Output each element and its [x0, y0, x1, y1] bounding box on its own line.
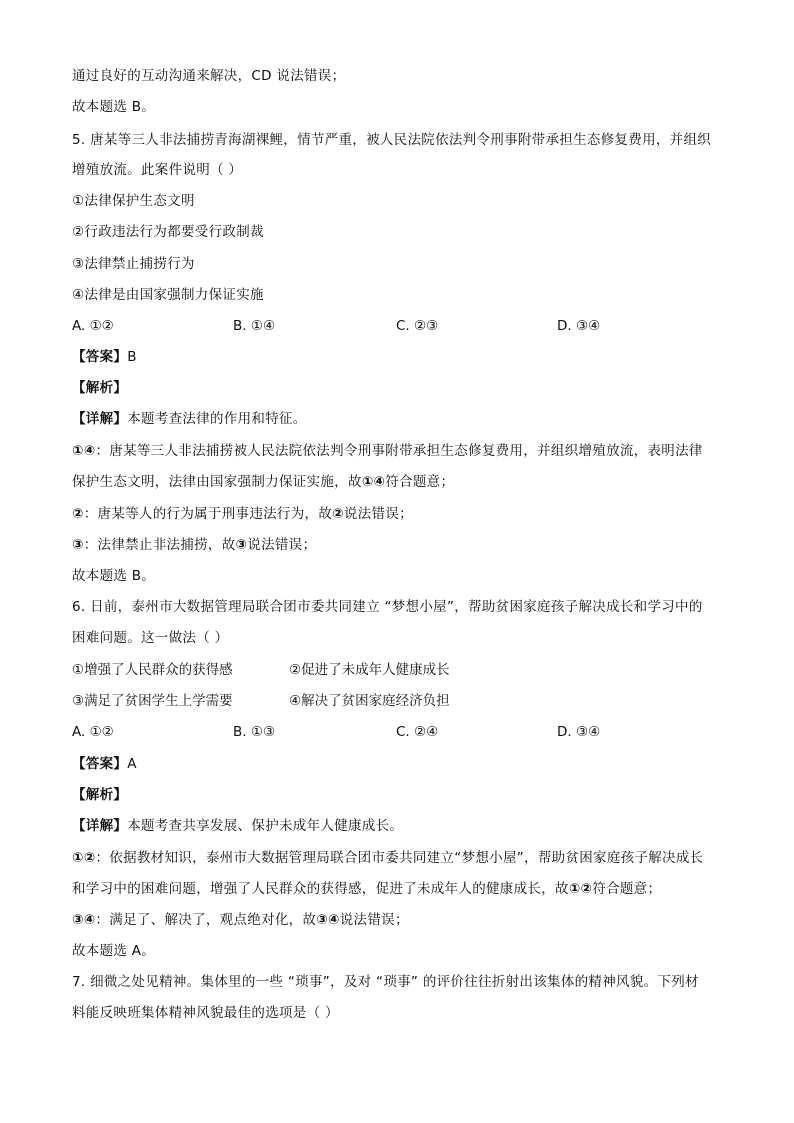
q6-answer — [72, 754, 137, 774]
q5-explain-2 — [72, 504, 413, 524]
q5-item-4: ④法律是由国家强制力保证实施 — [72, 287, 264, 303]
q5-explain-3-key: ③ — [72, 537, 84, 553]
q5-explain-3 — [72, 535, 316, 555]
q6-conclusion: 故本题选 A。 — [72, 943, 156, 959]
q5-option-d: D. ③④ — [557, 318, 601, 334]
q6-explain-2-key2: ③④ — [316, 912, 340, 928]
q5-conclusion: 故本题选 B。 — [72, 568, 156, 584]
q6-explain-1-text: ：依据教材知识，泰州市大数据管理局联合团市委共同建立“梦想小屋”，帮助贫困家庭孩子解决成长 — [95, 850, 704, 866]
q6-explain-2-text: ：满足了、解决了，观点绝对化，故 — [95, 912, 317, 928]
q5-explain-1-line2-end: 符合题意； — [385, 474, 455, 490]
q5-option-b: B. ①④ — [233, 318, 276, 334]
q6-explain-1-line2-end: 符合题意； — [592, 881, 662, 897]
q5-stem-line1: 5. 唐某等三人非法捕捞青海湖裸鲤，情节严重，被人民法院依法判令刑事附带承担生态修复费用，并组织 — [72, 132, 712, 148]
q6-explain-2-key: ③④ — [72, 912, 96, 928]
q5-explain-2-key2: ② — [332, 506, 344, 522]
q5-explain-3-key2: ③ — [235, 537, 248, 553]
q6-detail-text: 本题考查共享发展、保护未成年人健康成长。 — [127, 818, 404, 834]
q6-item-4: ④解决了贫困家庭经济负担 — [289, 693, 450, 709]
q5-item-3: ③法律禁止捕捞行为 — [72, 256, 195, 272]
q6-item-1: ①增强了人民群众的获得感 — [72, 662, 233, 678]
q6-explain-2-end: 说法错误； — [339, 912, 409, 928]
q5-explain-3-text: ：法律禁止非法捕捞，故 — [83, 537, 236, 553]
q5-explain-3-end: 说法错误； — [247, 537, 317, 553]
q6-analysis-label: 【解析】 — [72, 787, 128, 803]
q5-explain-1-line2 — [72, 472, 454, 492]
q5-option-a: A. ①② — [72, 318, 114, 334]
q5-item-2: ②行政违法行为都要受行政制裁 — [72, 224, 264, 240]
q6-detail-label: 【详解】 — [72, 818, 128, 834]
q5-explain-2-key: ② — [72, 506, 84, 522]
q5-answer-value: B — [127, 349, 137, 365]
q6-detail — [72, 816, 403, 836]
q5-answer — [72, 347, 137, 367]
q6-explain-1-line1 — [72, 848, 703, 868]
q6-stem-line1: 6. 日前，泰州市大数据管理局联合团市委共同建立 “梦想小屋”，帮助贫困家庭孩子解决成长和学习中的 — [72, 599, 703, 615]
q5-explain-1-line2-key: ①④ — [361, 474, 386, 490]
q6-explain-1-line2-key: ①② — [568, 881, 593, 897]
q6-explain-1-line2 — [72, 879, 661, 899]
q6-explain-1-key: ①② — [72, 850, 96, 866]
q5-analysis-label: 【解析】 — [72, 380, 128, 396]
q6-explain-1-line2-text: 和学习中的困难问题，增强了人民群众的获得感，促进了未成年人的健康成长，故 — [72, 881, 569, 897]
q5-option-c: C. ②③ — [396, 318, 439, 334]
q5-explain-1-text: ：唐某等三人非法捕捞被人民法院依法判令刑事附带承担生态修复费用，并组织增殖放流，表明法律 — [95, 443, 703, 459]
q5-detail-text: 本题考查法律的作用和特征。 — [127, 411, 307, 427]
q6-option-a: A. ①② — [72, 724, 114, 740]
q5-explain-2-text: ：唐某等人的行为属于刑事违法行为，故 — [83, 506, 333, 522]
q5-detail-label: 【详解】 — [72, 411, 128, 427]
q5-stem-line2: 增殖放流。此案件说明（ ） — [72, 162, 243, 178]
q4-tail-line1: 通过良好的互动沟通来解决，CD 说法错误； — [72, 68, 346, 84]
q6-item-3: ③满足了贫困学生上学需要 — [72, 693, 233, 709]
q6-option-c: C. ②④ — [396, 724, 439, 740]
q6-option-d: D. ③④ — [557, 724, 601, 740]
q6-item-2: ②促进了未成年人健康成长 — [289, 662, 450, 678]
q6-answer-value: A — [127, 756, 137, 772]
q6-stem-line2: 困难问题。这一做法（ ） — [72, 630, 229, 646]
q5-detail — [72, 409, 307, 429]
q5-answer-label: 【答案】 — [72, 349, 128, 365]
q7-stem-line2: 料能反映班集体精神风貌最佳的选项是（ ） — [72, 1005, 339, 1021]
q6-option-b: B. ①③ — [233, 724, 276, 740]
q5-explain-1-line2-text: 保护生态文明，法律由国家强制力保证实施，故 — [72, 474, 362, 490]
q7-stem-line1: 7. 细微之处见精神。集体里的一些 “琐事”，及对 “琐事” 的评价往往折射出该集体的精神风貌。下列材 — [72, 974, 699, 990]
q5-explain-1-line1 — [72, 441, 703, 461]
q5-explain-1-key: ①④ — [72, 443, 96, 459]
q4-conclusion: 故本题选 B。 — [72, 99, 156, 115]
q5-explain-2-end: 说法错误； — [343, 506, 413, 522]
q5-item-1: ①法律保护生态文明 — [72, 193, 195, 209]
q6-explain-2 — [72, 910, 409, 930]
q6-answer-label: 【答案】 — [72, 756, 128, 772]
